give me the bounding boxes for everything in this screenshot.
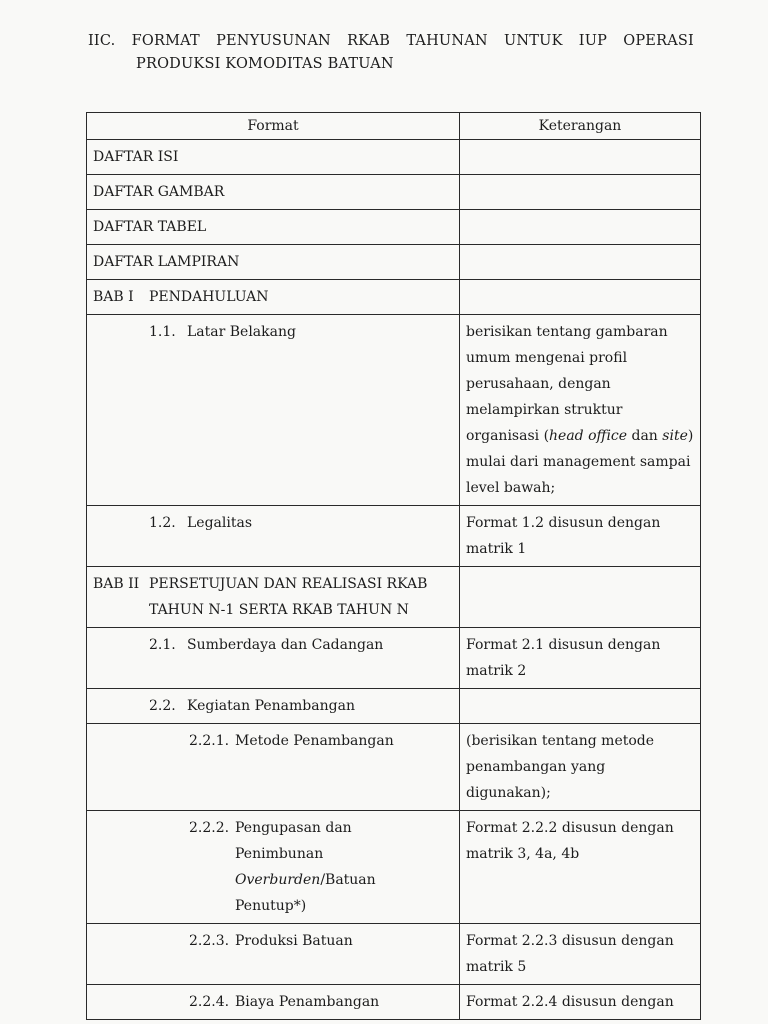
row-2-2-4 <box>87 985 460 1020</box>
row-2-2-1 <box>87 724 460 811</box>
item-title: Metode Penambangan <box>235 733 394 749</box>
item-title-cont: Penimbunan <box>235 846 324 862</box>
row-daftar-gambar: DAFTAR GAMBAR <box>87 175 460 210</box>
keterangan-cell: Format 1.2 disusun dengan matrik 1 <box>460 506 701 567</box>
row-1-1 <box>87 315 460 506</box>
header-format: Format <box>87 113 460 140</box>
table-row <box>87 628 701 689</box>
keterangan-cell: Format 2.2.2 disusun dengan matrik 3, 4a, 4b <box>460 811 701 924</box>
ket-text: berisikan tentang gambaran umum mengenai profil perusahaan, dengan melampirkan struktur organisasi ( <box>466 324 668 444</box>
row-bab-1 <box>87 280 460 315</box>
table-row <box>87 506 701 567</box>
item-title: Biaya Penambangan <box>235 994 380 1010</box>
item-number: 2.1. <box>149 637 176 653</box>
keterangan-cell: Format 2.1 disusun dengan matrik 2 <box>460 628 701 689</box>
keterangan-cell: (berisikan tentang metode penambangan yang digunakan); <box>460 724 701 811</box>
item-number: 2.2. <box>149 698 176 714</box>
item-title-cont <box>189 867 453 893</box>
table-row <box>87 315 701 506</box>
bab-number: BAB II <box>93 576 140 592</box>
bab-title: PERSETUJUAN DAN REALISASI RKAB TAHUN N-1 SERTA RKAB TAHUN N <box>149 576 428 618</box>
bab-number: BAB I <box>93 289 134 305</box>
item-title-cont: Penutup*) <box>235 898 307 914</box>
heading-word: TAHUNAN <box>406 33 488 49</box>
header-keterangan: Keterangan <box>460 113 701 140</box>
format-table <box>86 112 701 1020</box>
bab-title: PENDAHULUAN <box>149 289 269 305</box>
heading-line-2: PRODUKSI KOMODITAS BATUAN <box>136 56 394 72</box>
heading-word: IUP <box>578 33 608 49</box>
heading-code: IIC. <box>88 33 116 49</box>
item-title: Produksi Batuan <box>235 933 353 949</box>
heading-word: UNTUK <box>503 33 563 49</box>
keterangan-cell: Format 2.2.4 disusun dengan <box>460 985 701 1020</box>
row-2-2-2 <box>87 811 460 924</box>
row-daftar-tabel: DAFTAR TABEL <box>87 210 460 245</box>
keterangan-cell <box>460 280 701 315</box>
row-daftar-isi: DAFTAR ISI <box>87 140 460 175</box>
keterangan-cell <box>460 315 701 506</box>
row-2-2 <box>87 689 460 724</box>
heading-word: FORMAT <box>131 33 200 49</box>
section-heading <box>88 30 694 76</box>
table-row <box>87 924 701 985</box>
item-number: 1.2. <box>149 515 176 531</box>
table-row <box>87 140 701 175</box>
keterangan-cell <box>460 175 701 210</box>
table-row <box>87 724 701 811</box>
item-title: Pengupasan dan <box>235 820 352 836</box>
table-row <box>87 175 701 210</box>
table-header-row <box>87 113 701 140</box>
row-daftar-lampiran: DAFTAR LAMPIRAN <box>87 245 460 280</box>
row-bab-2 <box>87 567 460 628</box>
table-row <box>87 689 701 724</box>
row-1-2 <box>87 506 460 567</box>
table-row <box>87 280 701 315</box>
heading-word: RKAB <box>347 33 391 49</box>
item-title-text: /Batuan <box>320 872 376 888</box>
table-row <box>87 245 701 280</box>
row-2-2-3 <box>87 924 460 985</box>
item-number: 2.2.3. <box>189 933 230 949</box>
item-title: Latar Belakang <box>187 324 296 340</box>
ket-text: ) mulai dari management sampai level bawah; <box>466 428 694 496</box>
table-row <box>87 985 701 1020</box>
item-title: Kegiatan Penambangan <box>187 698 355 714</box>
keterangan-cell <box>460 210 701 245</box>
table-row <box>87 567 701 628</box>
keterangan-cell: Format 2.2.3 disusun dengan matrik 5 <box>460 924 701 985</box>
keterangan-cell <box>460 245 701 280</box>
row-2-1 <box>87 628 460 689</box>
keterangan-cell <box>460 689 701 724</box>
item-number: 2.2.4. <box>189 994 230 1010</box>
heading-line-1 <box>88 30 694 53</box>
keterangan-cell <box>460 567 701 628</box>
item-title-italic: Overburden <box>235 872 321 888</box>
item-title: Sumberdaya dan Cadangan <box>187 637 384 653</box>
item-title: Legalitas <box>187 515 253 531</box>
heading-word: OPERASI <box>623 33 694 49</box>
ket-italic: site <box>662 428 688 444</box>
heading-word: PENYUSUNAN <box>216 33 331 49</box>
table-row <box>87 811 701 924</box>
ket-italic: head office <box>549 428 628 444</box>
ket-text: dan <box>627 428 663 444</box>
item-number: 2.2.2. <box>189 820 230 836</box>
item-number: 1.1. <box>149 324 176 340</box>
item-number: 2.2.1. <box>189 733 230 749</box>
table-row <box>87 210 701 245</box>
keterangan-cell <box>460 140 701 175</box>
